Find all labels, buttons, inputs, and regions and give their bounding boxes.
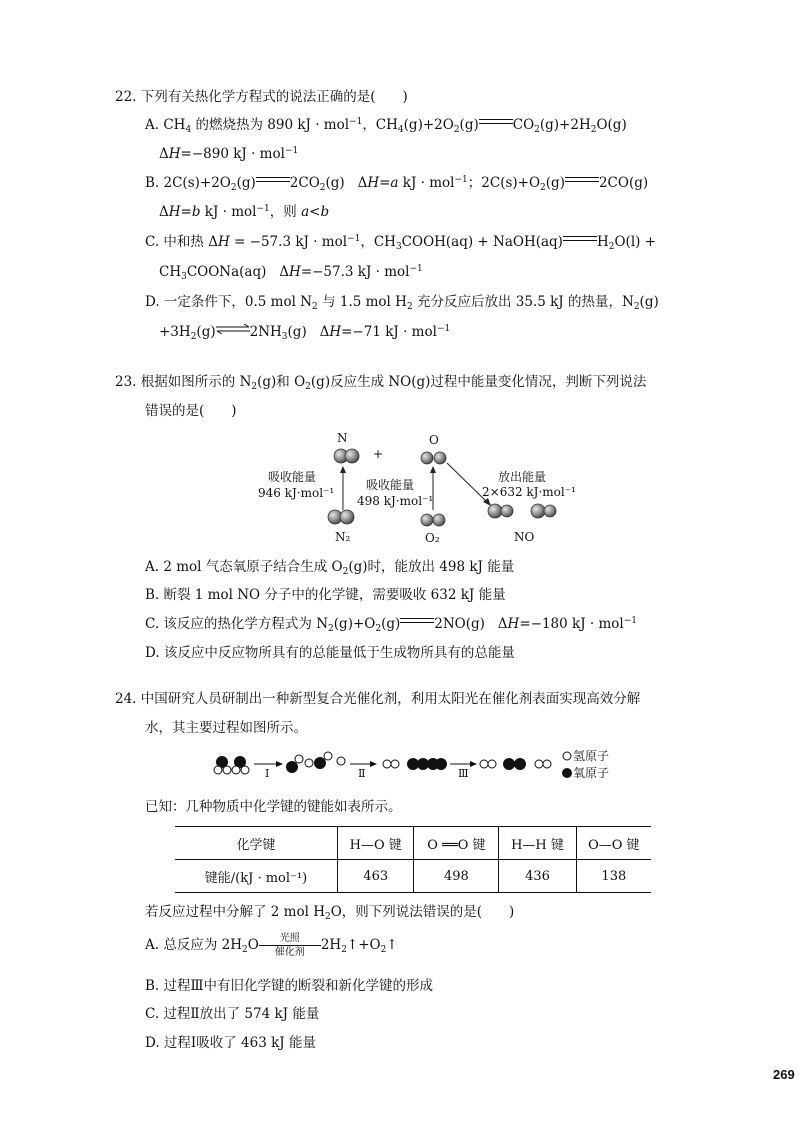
label-plus: +	[373, 447, 384, 461]
legend-o-marker	[562, 768, 572, 778]
legend-h-marker	[563, 752, 571, 760]
table-row-label: 键能/(kJ · mol⁻¹)	[175, 860, 338, 893]
products	[480, 758, 551, 770]
table-header-cell: H—H 键	[499, 827, 576, 860]
release-label: 放出能量	[498, 470, 547, 484]
question-23-stem-cont: 错误的是( )	[145, 403, 237, 419]
label-n2: N₂	[335, 530, 351, 544]
no-molecules	[488, 504, 556, 518]
q22-option-a-cont: ΔH=−890 kJ · mol$^{-1}$	[159, 146, 299, 162]
h2o-molecules	[214, 756, 249, 774]
question-22-stem: 22. 下列有关热化学方程式的说法正确的是( )	[115, 89, 408, 105]
label-n-atom: N	[337, 431, 348, 445]
q22-option-a: A. $CH_4$ 的燃烧热为 890 kJ · mol$^{-1}$，$CH_4(g)+2O_2(g)$ $CO_2(g)+2H_2O(g)$	[145, 117, 627, 135]
q24-condition: 若反应过程中分解了 2 mol $H_2O$，则下列说法错误的是( )	[145, 904, 515, 922]
q23-option-d: D. 该反应中反应物所具有的总能量低于生成物所具有的总能量	[145, 645, 515, 661]
absorb1-value: 946 kJ·mol⁻¹	[258, 486, 335, 500]
q22-option-c-cont: $CH_3COONa(aq)$ ΔH=−57.3 kJ · mol$^{-1}$	[159, 264, 423, 282]
table-cell: 138	[576, 860, 651, 893]
question-number: 22.	[115, 89, 137, 105]
step-1-label: Ⅰ	[265, 767, 270, 780]
bond-energy-table	[175, 826, 651, 893]
question-24-stem-cont: 水，其主要过程如图所示。	[145, 720, 307, 736]
question-number: 24.	[115, 691, 137, 707]
q22-option-b-cont: ΔH=b kJ · mol$^{-1}$，则 a<b	[159, 204, 330, 220]
absorb1-label: 吸收能量	[268, 470, 317, 484]
o2-molecule	[421, 514, 445, 526]
q23-option-c: C. 该反应的热化学方程式为 $N_2(g)+O_2(g)$ 2NO(g) ΔH=−180 kJ · mol$^{-1}$	[145, 616, 638, 634]
step-3-label: Ⅲ	[458, 767, 469, 780]
q22-option-d-cont: $+3H_2(g)$ $2NH_3(g)$ ΔH=−71 kJ · mol$^{-1}$	[159, 324, 451, 342]
table-row	[175, 860, 651, 893]
table-cell: 498	[414, 860, 499, 893]
label-o-atom: O	[429, 433, 439, 447]
table-header-cell: H—O 键	[338, 827, 414, 860]
table-header-cell: O ══O 键	[414, 827, 499, 860]
q22-option-b: B. $2C(s)+2O_2(g)$ $2CO_2(g)$ ΔH=a kJ · mol$^{-1}$；$2C(s)+O_2(g)$ 2CO(g)	[145, 175, 649, 193]
legend-h-label: 氢原子	[573, 749, 610, 763]
q23-option-b: B. 断裂 1 mol NO 分子中的化学键，需要吸收 632 kJ 能量	[145, 587, 506, 603]
question-24-stem: 24. 中国研究人员研制出一种新型复合光催化剂，利用太阳光在催化剂表面实现高效分解	[115, 691, 641, 707]
table-header-cell: O—O 键	[576, 827, 651, 860]
label-no: NO	[514, 530, 535, 544]
n2-molecule	[328, 510, 354, 524]
page-number: 269	[773, 1067, 795, 1082]
o-atoms-top	[421, 452, 446, 464]
q24-option-c: C. 过程Ⅱ放出了 574 kJ 能量	[145, 1006, 320, 1022]
legend-o-label: 氧原子	[573, 766, 610, 780]
q22-option-c: C. 中和热 ΔH = −57.3 kJ · mol$^{-1}$，$CH_3COOH(aq)$ + NaOH(aq) $H_2O(l)$ +	[145, 234, 657, 252]
intermediate-1	[286, 752, 345, 773]
q23-option-a: A. 2 mol 气态氧原子结合生成 $O_2(g)$时，能放出 498 kJ 能量	[145, 559, 515, 577]
label-o2: O₂	[425, 531, 440, 545]
release-value: 2×632 kJ·mol⁻¹	[482, 485, 576, 499]
absorb2-value: 498 kJ·mol⁻¹	[357, 494, 434, 508]
intermediate-2	[383, 758, 447, 770]
q24-known: 已知：几种物质中化学键的键能如表所示。	[145, 799, 402, 815]
table-cell: 463	[338, 860, 414, 893]
table-header-cell: 化学键	[175, 827, 338, 860]
q22-option-d: D. 一定条件下，0.5 mol $N_2$ 与 1.5 mol $H_2$ 充分反应后放出 35.5 kJ 的热量，$N_2(g)$	[145, 294, 659, 312]
step-2-label: Ⅱ	[358, 767, 366, 780]
question-23-stem: 23. 根据如图所示的 $N_2(g)$和 $O_2(g)$反应生成 NO(g)过程中能量变化情况，判断下列说法	[115, 374, 647, 392]
n-atoms-top	[334, 449, 359, 463]
absorb2-label: 吸收能量	[366, 478, 415, 492]
table-cell: 436	[499, 860, 576, 893]
q24-option-d: D. 过程Ⅰ吸收了 463 kJ 能量	[145, 1035, 316, 1051]
q24-option-a: A. 总反应为 $2H_2O$ $\frac{\text{光照}}{\text{催化剂}}$ $2H_2↑+O_2↑$	[145, 933, 398, 958]
reaction-condition-arrow: $\frac{\text{光照}}{\text{催化剂}}$	[259, 932, 321, 959]
q24-option-b: B. 过程Ⅲ中有旧化学键的断裂和新化学键的形成	[145, 978, 434, 994]
table-header-row	[175, 827, 651, 860]
question-number: 23.	[115, 374, 137, 390]
